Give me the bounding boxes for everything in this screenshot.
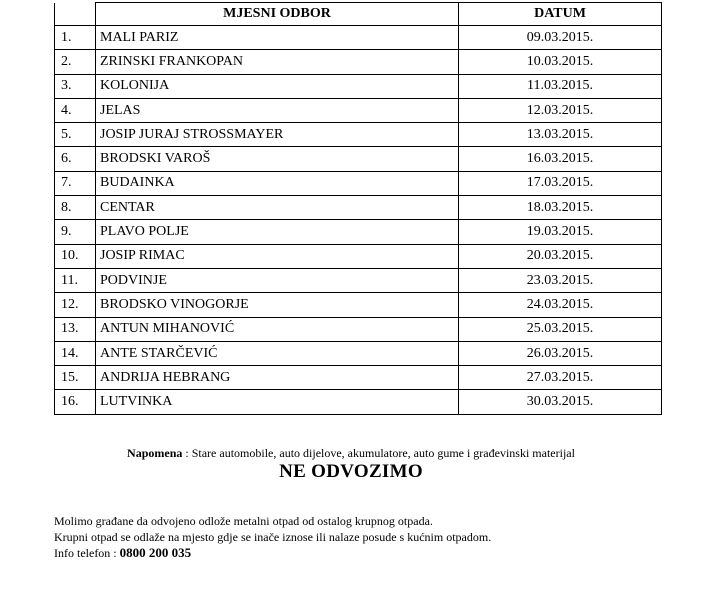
row-district: ANDRIJA HEBRANG bbox=[96, 366, 459, 390]
table-row bbox=[55, 390, 662, 414]
row-number: 13. bbox=[55, 317, 96, 341]
row-district: MALI PARIZ bbox=[96, 26, 459, 50]
row-date: 30.03.2015. bbox=[459, 390, 662, 414]
row-date: 09.03.2015. bbox=[459, 26, 662, 50]
row-number: 8. bbox=[55, 196, 96, 220]
row-date: 12.03.2015. bbox=[459, 98, 662, 122]
info-phone-line bbox=[54, 545, 491, 562]
row-number: 2. bbox=[55, 50, 96, 74]
row-date: 27.03.2015. bbox=[459, 366, 662, 390]
row-number: 10. bbox=[55, 244, 96, 268]
row-date: 20.03.2015. bbox=[459, 244, 662, 268]
table-row bbox=[55, 171, 662, 195]
table-row bbox=[55, 268, 662, 292]
row-district: ANTUN MIHANOVIĆ bbox=[96, 317, 459, 341]
table-row bbox=[55, 244, 662, 268]
row-number: 15. bbox=[55, 366, 96, 390]
row-number: 14. bbox=[55, 341, 96, 365]
row-date: 26.03.2015. bbox=[459, 341, 662, 365]
phone-label: Info telefon : bbox=[54, 546, 120, 560]
table-body bbox=[55, 26, 662, 415]
row-district: ZRINSKI FRANKOPAN bbox=[96, 50, 459, 74]
row-district: BRODSKO VINOGORJE bbox=[96, 293, 459, 317]
table-row bbox=[55, 26, 662, 50]
table-row bbox=[55, 293, 662, 317]
collection-schedule-table bbox=[54, 2, 662, 415]
note-line bbox=[0, 446, 702, 461]
row-date: 10.03.2015. bbox=[459, 50, 662, 74]
row-date: 13.03.2015. bbox=[459, 123, 662, 147]
row-date: 19.03.2015. bbox=[459, 220, 662, 244]
row-district: PLAVO POLJE bbox=[96, 220, 459, 244]
info-line-2: Krupni otpad se odlaže na mjesto gdje se inače iznose ili nalaze posude s kućnim otpadom. bbox=[54, 529, 492, 544]
row-district: ANTE STARČEVIĆ bbox=[96, 341, 459, 365]
row-number: 16. bbox=[55, 390, 96, 414]
row-district: JELAS bbox=[96, 98, 459, 122]
row-number: 11. bbox=[55, 268, 96, 292]
row-date: 17.03.2015. bbox=[459, 171, 662, 195]
row-date: 24.03.2015. bbox=[459, 293, 662, 317]
row-district: BUDAINKA bbox=[96, 171, 459, 195]
table-row bbox=[55, 74, 662, 98]
note-separator: : bbox=[182, 446, 192, 460]
phone-number: 0800 200 035 bbox=[119, 545, 192, 560]
row-number: 3. bbox=[55, 74, 96, 98]
table-row bbox=[55, 366, 662, 390]
row-date: 11.03.2015. bbox=[459, 74, 662, 98]
row-date: 23.03.2015. bbox=[459, 268, 662, 292]
table-row bbox=[55, 98, 662, 122]
note-label: Napomena bbox=[127, 446, 183, 460]
row-district: BRODSKI VAROŠ bbox=[96, 147, 459, 171]
row-district: LUTVINKA bbox=[96, 390, 459, 414]
row-number: 12. bbox=[55, 293, 96, 317]
row-district: KOLONIJA bbox=[96, 74, 459, 98]
row-district: PODVINJE bbox=[96, 268, 459, 292]
table-header-row bbox=[55, 3, 662, 26]
row-date: 16.03.2015. bbox=[459, 147, 662, 171]
row-number: 6. bbox=[55, 147, 96, 171]
note-headline: NE ODVOZIMO bbox=[279, 461, 423, 482]
row-date: 18.03.2015. bbox=[459, 196, 662, 220]
info-block bbox=[54, 514, 491, 562]
table-row bbox=[55, 317, 662, 341]
row-district: JOSIP JURAJ STROSSMAYER bbox=[96, 123, 459, 147]
table-row bbox=[55, 341, 662, 365]
header-date: DATUM bbox=[459, 3, 662, 26]
table-row bbox=[55, 50, 662, 74]
header-district: MJESNI ODBOR bbox=[96, 3, 459, 26]
info-line-1: Molimo građane da odvojeno odlože metalni otpad od ostalog krupnog otpada. bbox=[54, 514, 433, 528]
row-number: 9. bbox=[55, 220, 96, 244]
table-row bbox=[55, 220, 662, 244]
row-number: 5. bbox=[55, 123, 96, 147]
row-number: 1. bbox=[55, 26, 96, 50]
row-number: 4. bbox=[55, 98, 96, 122]
table-row bbox=[55, 196, 662, 220]
note-text: Stare automobile, auto dijelove, akumulatore, auto gume i građevinski materijal bbox=[191, 446, 575, 460]
row-district: JOSIP RIMAC bbox=[96, 244, 459, 268]
row-number: 7. bbox=[55, 171, 96, 195]
row-district: CENTAR bbox=[96, 196, 459, 220]
header-number bbox=[55, 3, 96, 26]
table-row bbox=[55, 147, 662, 171]
row-date: 25.03.2015. bbox=[459, 317, 662, 341]
table-row bbox=[55, 123, 662, 147]
